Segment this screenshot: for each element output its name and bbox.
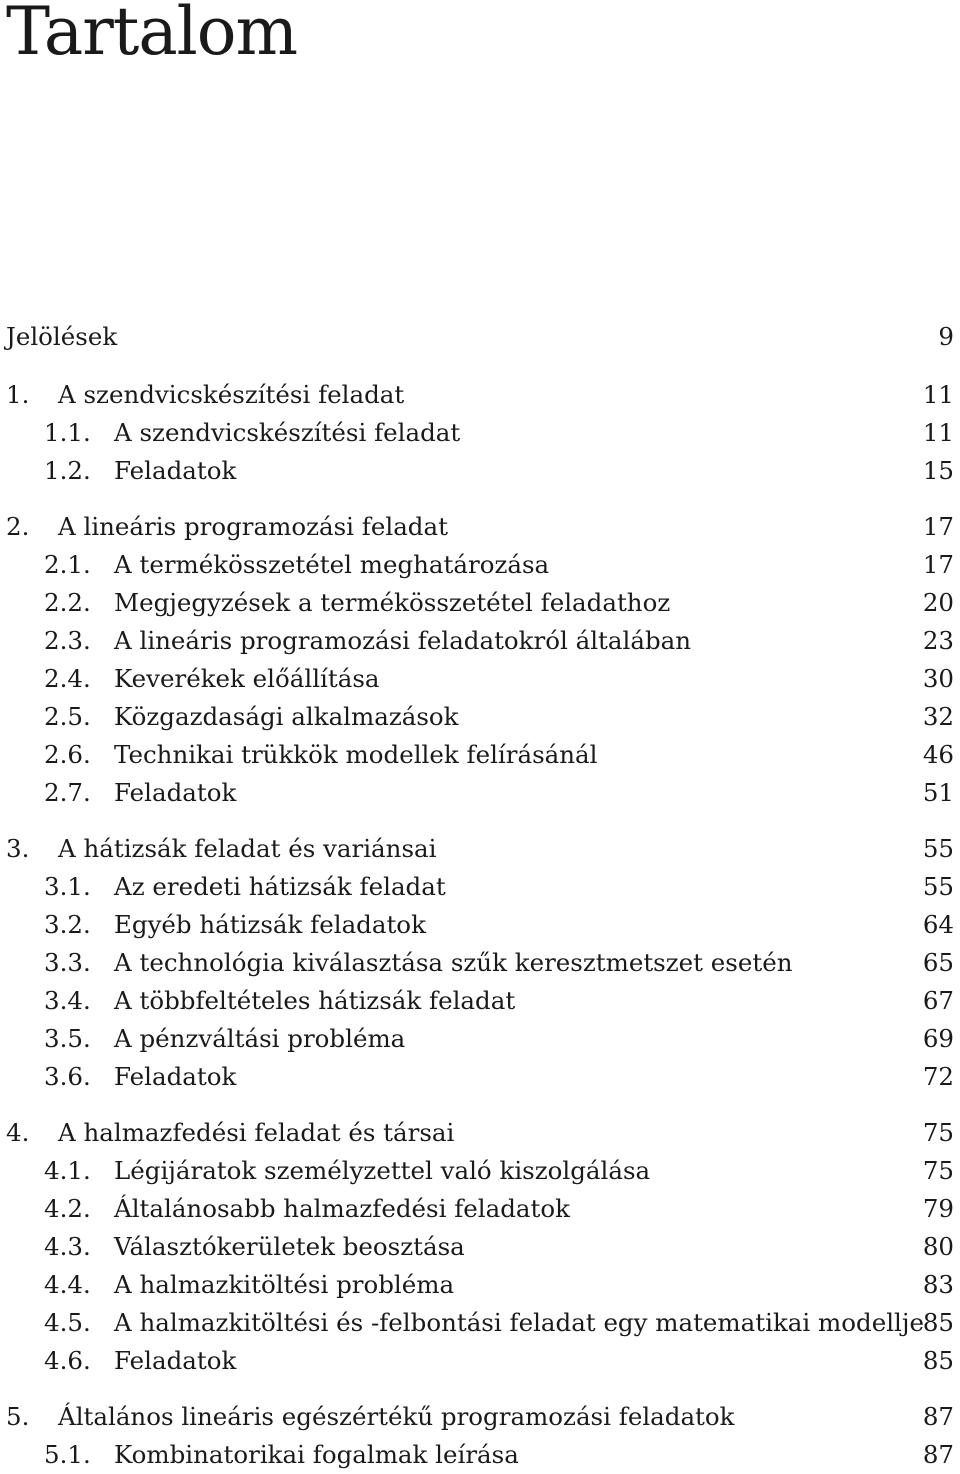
- toc-entry-title: Általános lineáris egészértékű programozási feladatok: [58, 1402, 735, 1431]
- toc-entry-number: 2.7.: [44, 778, 91, 807]
- toc-entry-title: Közgazdasági alkalmazások: [114, 702, 459, 731]
- toc-entry-number: 3.: [6, 834, 30, 863]
- toc-section-entry[interactable]: [0, 1304, 960, 1342]
- toc-entry-number: 1.1.: [44, 418, 91, 447]
- toc-entry-number: 1.: [6, 380, 30, 409]
- toc-entry-page-number: 17: [922, 550, 954, 579]
- toc-entry-page-number: 87: [922, 1402, 954, 1431]
- toc-entry-number: 2.1.: [44, 550, 91, 579]
- toc-entry-title: A lineáris programozási feladatokról általában: [114, 626, 692, 655]
- toc-entry-number: 2.6.: [44, 740, 91, 769]
- toc-entry-page-number: 15: [922, 456, 954, 485]
- toc-section-entry[interactable]: [0, 1266, 960, 1304]
- toc-entry-title: Légijáratok személyzettel való kiszolgálása: [114, 1156, 651, 1185]
- toc-section-entry[interactable]: [0, 736, 960, 774]
- toc-entry-page-number: 55: [922, 834, 954, 863]
- toc-entry-number: 4.: [6, 1118, 30, 1147]
- toc-entry-title: A halmazkitöltési probléma: [114, 1270, 455, 1299]
- toc-section-entry[interactable]: [0, 414, 960, 452]
- toc-entry-title: Az eredeti hátizsák feladat: [114, 872, 446, 901]
- toc-entry-title: A halmazkitöltési és -felbontási feladat egy matematikai modellje: [114, 1308, 924, 1337]
- toc-entry-number: 4.2.: [44, 1194, 91, 1223]
- toc-entry-page-number: 65: [922, 948, 954, 977]
- toc-chapter-entry[interactable]: [0, 830, 960, 868]
- toc-entry-number: 2.4.: [44, 664, 91, 693]
- toc-entry-number: 3.5.: [44, 1024, 91, 1053]
- toc-entry-page-number: 9: [938, 322, 954, 351]
- toc-entry-title: Kombinatorikai fogalmak leírása: [114, 1440, 519, 1469]
- toc-entry-title: Jelölések: [6, 322, 118, 351]
- toc-entry-page-number: 69: [922, 1024, 954, 1053]
- toc-entry-number: 4.3.: [44, 1232, 91, 1261]
- toc-entry-number: 2.: [6, 512, 30, 541]
- toc-entry-title: Egyéb hátizsák feladatok: [114, 910, 426, 939]
- toc-entry-page-number: 11: [922, 380, 954, 409]
- toc-section-entry[interactable]: [0, 906, 960, 944]
- toc-entry-title: A lineáris programozási feladat: [58, 512, 448, 541]
- toc-entry-page-number: 23: [922, 626, 954, 655]
- toc-section-entry[interactable]: [0, 1152, 960, 1190]
- toc-chapter-entry[interactable]: [0, 1114, 960, 1152]
- toc-section-entry[interactable]: [0, 698, 960, 736]
- toc-entry-page-number: 20: [922, 588, 954, 617]
- page-title: Tartalom: [6, 0, 298, 70]
- toc-entry-page-number: 80: [922, 1232, 954, 1261]
- toc-entry-page-number: 46: [922, 740, 954, 769]
- toc-entry-page-number: 75: [922, 1156, 954, 1185]
- toc-chapter-entry[interactable]: [0, 508, 960, 546]
- toc-chapter-entry[interactable]: [0, 1398, 960, 1436]
- toc-entry-page-number: 64: [922, 910, 954, 939]
- toc-entry-title: A szendvicskészítési feladat: [58, 380, 405, 409]
- toc-entry-page-number: 83: [922, 1270, 954, 1299]
- toc-section-entry[interactable]: [0, 774, 960, 812]
- toc-section-entry[interactable]: [0, 546, 960, 584]
- toc-entry-page-number: 32: [922, 702, 954, 731]
- toc-entry-number: 4.6.: [44, 1346, 91, 1375]
- toc-entry-title: Feladatok: [114, 1346, 237, 1375]
- toc-chapter-entry[interactable]: [0, 376, 960, 414]
- toc-entry-title: Feladatok: [114, 456, 237, 485]
- toc-entry-title: Keverékek előállítása: [114, 664, 380, 693]
- toc-entry-number: 3.1.: [44, 872, 91, 901]
- toc-entry-page-number: 51: [922, 778, 954, 807]
- toc-entry-title: A termékösszetétel meghatározása: [114, 550, 550, 579]
- toc-entry-number: 2.2.: [44, 588, 91, 617]
- toc-entry-page-number: 72: [922, 1062, 954, 1091]
- toc-section-entry[interactable]: [0, 1020, 960, 1058]
- toc-entry-page-number: 17: [922, 512, 954, 541]
- toc-entry-number: 3.2.: [44, 910, 91, 939]
- toc-section-entry[interactable]: [0, 1228, 960, 1266]
- toc-entry-page-number: 30: [922, 664, 954, 693]
- toc-entry-title: A technológia kiválasztása szűk keresztmetszet esetén: [114, 948, 793, 977]
- toc-entry-page-number: 85: [922, 1346, 954, 1375]
- toc-entry-number: 4.1.: [44, 1156, 91, 1185]
- toc-section-entry[interactable]: [0, 1058, 960, 1096]
- toc-section-entry[interactable]: [0, 1436, 960, 1474]
- toc-entry-number: 4.4.: [44, 1270, 91, 1299]
- toc-entry-number: 4.5.: [44, 1308, 91, 1337]
- toc-section-entry[interactable]: [0, 1342, 960, 1380]
- toc-section-entry[interactable]: [0, 622, 960, 660]
- toc-entry-title: Feladatok: [114, 778, 237, 807]
- toc-entry-page-number: 79: [922, 1194, 954, 1223]
- toc-entry-title: A többfeltételes hátizsák feladat: [114, 986, 516, 1015]
- toc-entry-number: 1.2.: [44, 456, 91, 485]
- toc-entry-number: 3.3.: [44, 948, 91, 977]
- toc-entry-number: 2.3.: [44, 626, 91, 655]
- toc-entry-page-number: 67: [922, 986, 954, 1015]
- toc-entry[interactable]: [0, 318, 960, 356]
- toc-entry-page-number: 85: [922, 1308, 954, 1337]
- toc-section-entry[interactable]: [0, 452, 960, 490]
- toc-entry-title: A hátizsák feladat és variánsai: [58, 834, 437, 863]
- toc-section-entry[interactable]: [0, 584, 960, 622]
- toc-entry-title: Feladatok: [114, 1062, 237, 1091]
- toc-entry-page-number: 75: [922, 1118, 954, 1147]
- toc-section-entry[interactable]: [0, 660, 960, 698]
- toc-entry-number: 5.: [6, 1402, 30, 1431]
- toc-entry-number: 5.1.: [44, 1440, 91, 1469]
- toc-section-entry[interactable]: [0, 1190, 960, 1228]
- toc-entry-title: Technikai trükkök modellek felírásánál: [114, 740, 598, 769]
- toc-section-entry[interactable]: [0, 982, 960, 1020]
- toc-entry-title: A szendvicskészítési feladat: [114, 418, 461, 447]
- toc-entry-title: A halmazfedési feladat és társai: [58, 1118, 455, 1147]
- toc-entry-number: 3.4.: [44, 986, 91, 1015]
- toc-entry-title: Választókerületek beosztása: [114, 1232, 465, 1261]
- toc-entry-page-number: 55: [922, 872, 954, 901]
- toc-entry-title: Általánosabb halmazfedési feladatok: [114, 1194, 570, 1223]
- toc-entry-number: 2.5.: [44, 702, 91, 731]
- toc-entry-page-number: 87: [922, 1440, 954, 1469]
- toc-entry-title: A pénzváltási probléma: [114, 1024, 406, 1053]
- toc-section-entry[interactable]: [0, 868, 960, 906]
- toc-entry-title: Megjegyzések a termékösszetétel feladathoz: [114, 588, 671, 617]
- toc-section-entry[interactable]: [0, 944, 960, 982]
- toc-entry-number: 3.6.: [44, 1062, 91, 1091]
- toc-entry-page-number: 11: [922, 418, 954, 447]
